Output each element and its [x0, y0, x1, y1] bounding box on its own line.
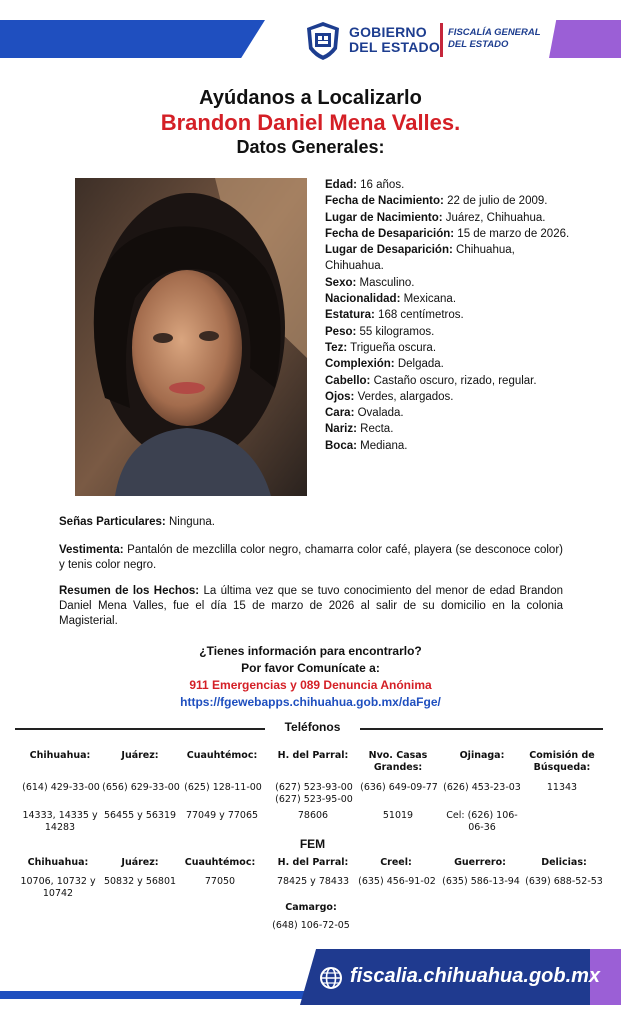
detail-tez: Tez: Trigueña oscura. [325, 341, 437, 354]
government-logo [301, 19, 541, 63]
detail-estatura: Estatura: 168 centímetros. [325, 309, 464, 322]
fem-header-chihuahua: Chihuahua: [27, 857, 89, 868]
detail-fecha-desaparicion: Fecha de Desaparición: 15 de marzo de 2026. [325, 227, 570, 240]
telefonos-left-rule [15, 728, 265, 730]
contact-block [0, 643, 621, 711]
fem-header-creel: Creel: [380, 857, 412, 868]
section-heading: Datos Generales: [236, 137, 385, 157]
tel-header-comision-busqueda: Comisión de Búsqueda: [529, 750, 595, 773]
telefonos-right-rule [360, 728, 603, 730]
detail-boca: Boca: Mediana. [325, 439, 408, 452]
contact-please: Por favor Comunícate a: [241, 661, 380, 675]
fem-header-cuauhtemoc: Cuauhtémoc: [184, 857, 256, 868]
person-photo [75, 178, 307, 496]
emergency-numbers: 911 Emergencias y 089 Denuncia Anónima [189, 678, 432, 692]
tel-phone-nuevo-casas-grandes[interactable]: (636) 649-09-77 [360, 782, 438, 793]
resumen-hechos: Resumen de los Hechos: La última vez que se tuvo conocimiento del menor de edad Brandon Daniel Mena Valles, fue el día 15 de marzo de 2026 al salir de su domicilio en la colonia Magisterial. [59, 585, 563, 627]
detail-lugar-desaparicion: Lugar de Desaparición: Chihuahua, Chihuahua. [325, 244, 515, 273]
fem-header-parral: H. del Parral: [277, 857, 349, 868]
fem-header-juarez: Juárez: [121, 857, 159, 868]
tel-header-nuevo-casas-grandes: Nvo. Casas Grandes: [368, 750, 428, 773]
detail-complexion: Complexión: Delgada. [325, 358, 444, 371]
report-link[interactable]: https://fgewebapps.chihuahua.gob.mx/daFge/ [180, 695, 441, 709]
detail-cara: Cara: Ovalada. [325, 407, 404, 420]
tel-header-parral: H. del Parral: [277, 750, 349, 761]
fem-header-camargo: Camargo: [285, 902, 337, 913]
vestimenta: Vestimenta: Pantalón de mezclilla color negro, chamarra color café, playera (se desconoce color) y tenis color negro. [59, 544, 563, 571]
logo-gobierno-text: GOBIERNO DEL ESTADO [349, 24, 440, 55]
tel-phone-parral[interactable]: (627) 523-93-00 (627) 523-95-00 [275, 782, 353, 805]
detail-cabello: Cabello: Castaño oscuro, rizado, regular. [325, 374, 537, 387]
tel-phone-chihuahua[interactable]: (614) 429-33-00 [22, 782, 100, 793]
senas-particulares: Señas Particulares: Ninguna. [59, 516, 215, 528]
detail-edad: Edad: 16 años. [325, 179, 405, 191]
telefonos-title: Teléfonos [284, 720, 341, 734]
logo-fiscalia-text: FISCALÍA GENERAL DEL ESTADO [448, 27, 541, 50]
tel-ext-nuevo-casas-grandes: 51019 [382, 810, 414, 821]
tel-phone-cuauhtemoc[interactable]: (625) 128-11-00 [184, 782, 262, 793]
tel-header-cuauhtemoc: Cuauhtémoc: [186, 750, 258, 761]
title-block [0, 86, 621, 159]
fem-header-guerrero: Guerrero: [454, 857, 506, 868]
tel-header-chihuahua: Chihuahua: [29, 750, 91, 761]
tel-phone-comision-busqueda[interactable]: 11343 [546, 782, 578, 793]
tel-ext-cuauhtemoc: 77049 y 77065 [185, 810, 259, 821]
fem-value-chihuahua: 10706, 10732 y 10742 [20, 876, 96, 899]
fem-header-delicias: Delicias: [541, 857, 587, 868]
state-seal-icon [305, 21, 341, 61]
footer-blue-stripe [0, 991, 310, 999]
detail-ojos: Ojos: Verdes, alargados. [325, 390, 454, 403]
details-list [325, 177, 570, 454]
page-title: Ayúdanos a Localizarlo [199, 87, 422, 109]
detail-nacionalidad: Nacionalidad: Mexicana. [325, 293, 457, 306]
fem-value-creel[interactable]: (635) 456-91-02 [358, 876, 436, 887]
fem-value-parral: 78425 y 78433 [276, 876, 350, 887]
detail-fecha-nacimiento: Fecha de Nacimiento: 22 de julio de 2009. [325, 195, 548, 208]
tel-ext-juarez: 56455 y 56319 [103, 810, 177, 821]
globe-icon [319, 966, 343, 990]
logo-divider [440, 23, 443, 57]
fem-value-camargo[interactable]: (648) 106-72-05 [272, 920, 350, 931]
tel-phone-ojinaga[interactable]: (626) 453-23-03 [443, 782, 521, 793]
fem-value-juarez: 50832 y 56801 [103, 876, 177, 887]
detail-sexo: Sexo: Masculino. [325, 276, 415, 289]
fem-title: FEM [299, 837, 326, 851]
header-blue-banner [0, 20, 265, 58]
tel-header-juarez: Juárez: [121, 750, 159, 761]
tel-ext-chihuahua: 14333, 14335 y 14283 [22, 810, 98, 833]
contact-question: ¿Tienes información para encontrarlo? [199, 644, 422, 658]
missing-person-name: Brandon Daniel Mena Valles. [160, 110, 461, 135]
fem-value-delicias[interactable]: (639) 688-52-53 [525, 876, 603, 887]
tel-phone-juarez[interactable]: (656) 629-33-00 [102, 782, 180, 793]
header-purple-banner [549, 20, 621, 58]
detail-lugar-nacimiento: Lugar de Nacimiento: Juárez, Chihuahua. [325, 211, 546, 224]
fem-value-guerrero[interactable]: (635) 586-13-94 [442, 876, 520, 887]
tel-header-ojinaga: Ojinaga: [459, 750, 505, 761]
tel-cel-ojinaga[interactable]: Cel: (626) 106-06-36 [446, 810, 518, 833]
fem-value-cuauhtemoc: 77050 [204, 876, 236, 887]
footer-website-link[interactable]: fiscalia.chihuahua.gob.mx [350, 965, 601, 987]
tel-ext-parral: 78606 [297, 810, 329, 821]
detail-nariz: Nariz: Recta. [325, 423, 394, 436]
detail-peso: Peso: 55 kilogramos. [325, 325, 435, 338]
